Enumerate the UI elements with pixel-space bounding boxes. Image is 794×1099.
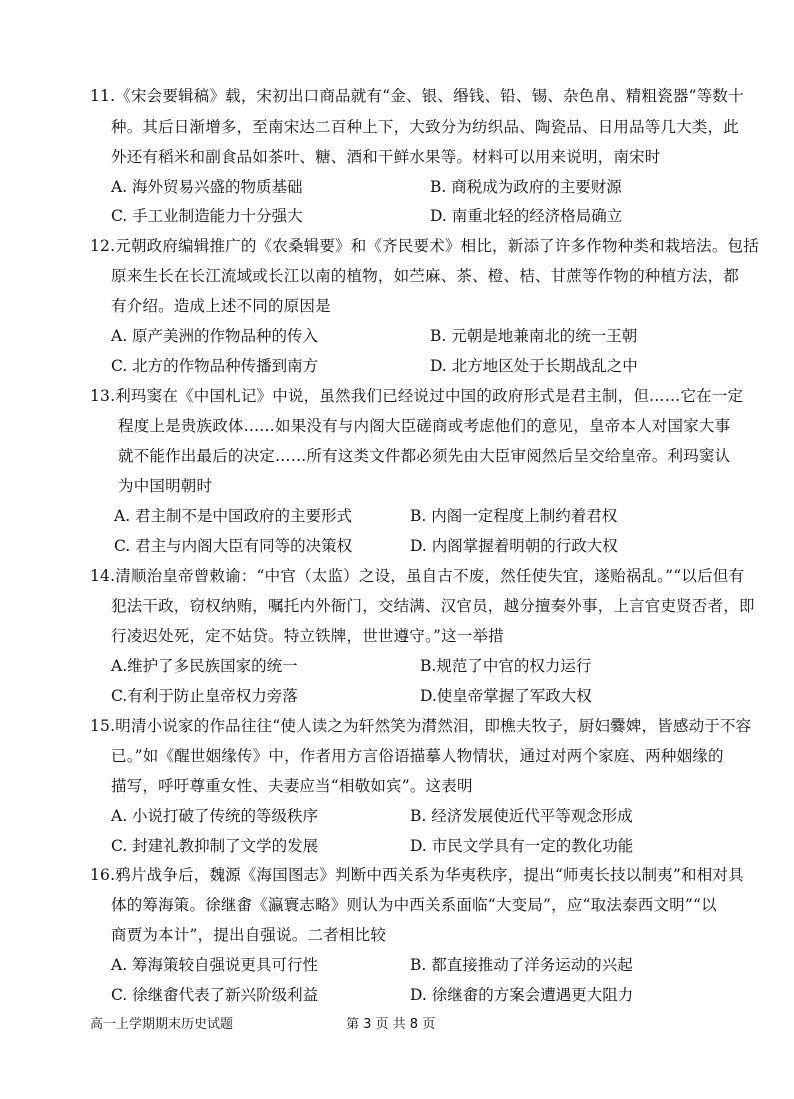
question-stem-line: 14.清顺治皇帝曾敕谕：“中官（太监）之设，虽自古不废，然任使失宜，遂贻祸乱。”“以后但有 [90,567,745,585]
option-a[interactable]: A. 小说打破了传统的等级秩序 [111,807,319,825]
option-a[interactable]: A. 君主制不是中国政府的主要形式 [114,507,353,525]
option-a[interactable]: A. 原产美洲的作物品种的传入 [111,327,319,345]
option-a[interactable]: A.维护了多民族国家的统一 [111,657,298,675]
option-c[interactable]: C. 徐继畬代表了新兴阶级利益 [111,986,319,1004]
question-stem-line: 已。”如《醒世姻缘传》中，作者用方言俗语描摹人物情状，通过对两个家庭、两种姻缘的 [111,747,724,765]
question-stem-line: 16.鸦片战争后，魏源《海国图志》判断中西关系为华夷秩序，提出“师夷长技以制夷”和相对具 [90,866,744,884]
option-c[interactable]: C. 北方的作物品种传播到南方 [111,357,319,375]
option-b[interactable]: B. 内阁一定程度上制约着君权 [410,507,618,525]
footer-page-number: 第 3 页 共 8 页 [346,1017,436,1032]
question-stem-line: 有介绍。造成上述不同的原因是 [111,297,331,315]
option-d[interactable]: D. 南重北轻的经济格局确立 [430,207,623,225]
option-a[interactable]: A. 海外贸易兴盛的物质基础 [111,178,303,196]
option-b[interactable]: B. 元朝是地兼南北的统一王朝 [430,327,638,345]
question-stem-line: 描写，呼吁尊重女性、夫妻应当“相敬如宾”。这表明 [111,777,473,795]
question-stem-line: 原来生长在长江流域或长江以南的植物，如苎麻、茶、橙、桔、甘蔗等作物的种植方法，都 [111,267,740,285]
question-stem-line: 为中国明朝时 [118,477,213,495]
question-stem-line: 外还有稻米和副食品如茶叶、糖、酒和干鲜水果等。材料可以用来说明，南宋时 [111,148,661,166]
question-stem-line: 行凌迟处死，定不姑贷。特立铁牌，世世遵守。”这一举措 [111,627,504,645]
option-b[interactable]: B. 都直接推动了洋务运动的兴起 [410,956,633,974]
question-stem-line: 商贾为本计”，提出自强说。二者相比较 [111,926,387,944]
question-stem-line: 13.利玛窦在《中国札记》中说，虽然我们已经说过中国的政府形式是君主制，但……它在一定 [90,387,744,405]
option-b[interactable]: B.规范了中官的权力运行 [420,657,592,675]
option-d[interactable]: D. 徐继畬的方案会遭遇更大阻力 [410,986,634,1004]
question-stem-line: 程度上是贵族政体……如果没有与内阁大臣磋商或考虑他们的意见，皇帝本人对国家大事 [118,417,731,435]
option-b[interactable]: B. 经济发展使近代平等观念形成 [410,807,633,825]
option-c[interactable]: C. 手工业制造能力十分强大 [111,207,303,225]
option-d[interactable]: D.使皇帝掌握了军政大权 [420,687,592,705]
option-d[interactable]: D. 市民文学具有一定的教化功能 [410,837,634,855]
option-c[interactable]: C. 君主与内阁大臣有同等的决策权 [114,537,353,555]
footer-exam-title: 高一上学期期末历史试题 [90,1017,234,1032]
question-stem-line: 15.明清小说家的作品往往“使人读之为轩然笑为潸然泪，即樵夫牧子，厨妇爨婢，皆感动于不容 [90,717,752,735]
question-stem-line: 种。其后日渐增多，至南宋达二百种上下，大致分为纺织品、陶瓷品、日用品等几大类，此 [111,118,740,136]
question-stem-line: 体的筹海策。徐继畬《瀛寰志略》则认为中西关系面临“大变局”，应“取法泰西文明”“以 [111,896,717,914]
option-c[interactable]: C. 封建礼教抑制了文学的发展 [111,837,319,855]
option-d[interactable]: D. 北方地区处于长期战乱之中 [430,357,638,375]
option-b[interactable]: B. 商税成为政府的主要财源 [430,178,622,196]
option-a[interactable]: A. 筹海策较自强说更具可行性 [111,956,319,974]
option-d[interactable]: D. 内阁掌握着明朝的行政大权 [410,537,618,555]
question-stem-line: 就不能作出最后的决定……所有这类文件都必须先由大臣审阅然后呈交给皇帝。利玛窦认 [118,447,731,465]
question-stem-line: 12.元朝政府编辑推广的《农桑辑要》和《齐民要术》相比，新添了许多作物种类和栽培法。包括 [90,237,759,255]
option-c[interactable]: C.有利于防止皇帝权力旁落 [111,687,298,705]
question-stem-line: 犯法干政，窃权纳贿，嘱托内外衙门，交结满、汉官员，越分擅奏外事，上言官吏贤否者，即 [111,597,755,615]
question-stem-line: 11.《宋会要辑稿》载，宋初出口商品就有“金、银、缗钱、铅、锡、杂色帛、精粗瓷器”等数十 [90,87,744,105]
